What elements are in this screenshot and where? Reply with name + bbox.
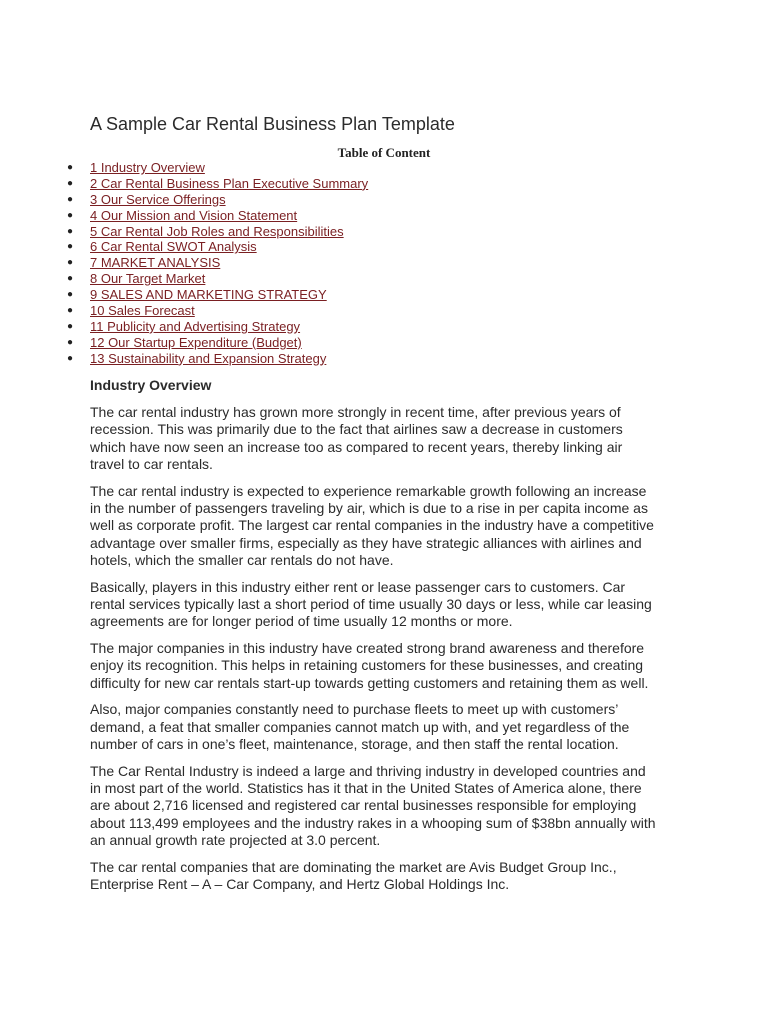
toc-item [67, 271, 368, 287]
text-line: advantage over smaller firms, especially as they have strategic alliances with airlines and [90, 534, 642, 551]
text-line: The car rental companies that are dominating the market are Avis Budget Group Inc., [90, 858, 617, 875]
bullet-icon: ● [67, 320, 74, 332]
bullet-icon: ● [67, 336, 74, 348]
text-line: rental services typically last a short period of time usually 30 days or less, while car leasing [90, 595, 652, 612]
toc-link-market-analysis[interactable]: 7 MARKET ANALYSIS [90, 255, 221, 271]
toc-item [67, 160, 368, 176]
toc-item [67, 207, 368, 224]
text-line: are about 2,716 licensed and registered car rental businesses responsible for employing [90, 797, 637, 814]
text-line: The car rental industry is expected to experience remarkable growth following an increase [90, 482, 647, 499]
toc-link-sales-marketing[interactable]: 9 SALES AND MARKETING STRATEGY [90, 287, 327, 303]
text-line: The major companies in this industry have created strong brand awareness and therefore [90, 640, 645, 657]
text-line: in most part of the world. Statistics has it that in the United States of America alone, there [90, 780, 642, 797]
toc-link-sales-forecast[interactable]: 10 Sales Forecast [90, 303, 195, 319]
paragraph [90, 404, 690, 473]
text-line: demand, a feat that smaller companies cannot match up with, and yet regardless of the [90, 718, 630, 735]
text-line: Basically, players in this industry either rent or lease passenger cars to customers. Car [90, 578, 626, 595]
paragraph [90, 579, 690, 631]
paragraph [90, 859, 690, 894]
bullet-icon: ● [67, 193, 74, 205]
text-line: recession. This was primarily due to the fact that airlines saw a decrease in customers [90, 421, 623, 438]
toc-item [67, 191, 368, 208]
text-line: enjoy its recognition. This helps in retaining customers for these businesses, and creating [90, 657, 644, 674]
section-heading: Industry Overview [90, 377, 212, 393]
toc-link-service-offerings[interactable]: 3 Our Service Offerings [90, 191, 226, 207]
toc-link-swot-analysis[interactable]: 6 Car Rental SWOT Analysis [90, 239, 257, 255]
text-line: number of cars in one’s fleet, maintenance, storage, and then staff the rental location. [90, 736, 619, 753]
text-line: which have now seen an increase too as compared to recent years, thereby linking air [90, 438, 623, 455]
text-line: The Car Rental Industry is indeed a large and thriving industry in developed countries and [90, 762, 646, 779]
paragraph [90, 640, 690, 692]
toc-link-job-roles[interactable]: 5 Car Rental Job Roles and Responsibilities [90, 223, 344, 239]
text-line: difficulty for new car rentals start-up towards getting customers and retaining them as well. [90, 674, 649, 691]
toc-link-sustainability[interactable]: 13 Sustainability and Expansion Strategy [90, 350, 327, 366]
paragraph [90, 701, 690, 753]
document-title: A Sample Car Rental Business Plan Template [90, 114, 455, 134]
toc-heading: Table of Content [337, 145, 431, 160]
toc-item [67, 223, 368, 240]
table-of-contents [67, 160, 369, 367]
toc-item [67, 255, 368, 271]
section-body [90, 404, 690, 903]
toc-item [67, 175, 369, 192]
bullet-icon: ● [67, 305, 74, 317]
text-line: The car rental industry has grown more strongly in recent time, after previous years of [90, 404, 621, 420]
bullet-icon: ● [67, 257, 74, 269]
toc-link-executive-summary[interactable]: 2 Car Rental Business Plan Executive Summary [90, 175, 369, 191]
text-line: agreements are for longer period of time usually 12 months or more. [90, 613, 513, 630]
toc-item [67, 287, 368, 303]
toc-item [67, 350, 368, 367]
text-line: well as corporate profit. The largest car rental companies in the industry have a competitive [90, 517, 654, 534]
toc-item [67, 303, 368, 319]
text-line: hotels, which the smaller car rentals do not have. [90, 551, 394, 568]
bullet-icon: ● [67, 352, 74, 364]
bullet-icon: ● [67, 241, 74, 253]
paragraph [90, 483, 690, 569]
bullet-icon: ● [67, 162, 74, 173]
toc-item [67, 334, 368, 351]
toc-link-startup-budget[interactable]: 12 Our Startup Expenditure (Budget) [90, 334, 302, 350]
toc-item [67, 239, 368, 255]
bullet-icon: ● [67, 225, 74, 237]
text-line: in the number of passengers traveling by air, which is due to a rise in per capita income as [90, 499, 648, 516]
toc-link-publicity[interactable]: 11 Publicity and Advertising Strategy [90, 318, 301, 334]
bullet-icon: ● [67, 177, 74, 189]
toc-link-mission-vision[interactable]: 4 Our Mission and Vision Statement [90, 207, 298, 223]
text-line: an annual growth rate projected at 3.0 percent. [90, 832, 381, 849]
text-line: Also, major companies constantly need to purchase fleets to meet up with customers’ [90, 701, 619, 718]
text-line: travel to car rentals. [90, 455, 213, 472]
text-line: Enterprise Rent – A – Car Company, and Hertz Global Holdings Inc. [90, 876, 510, 893]
bullet-icon: ● [67, 273, 74, 285]
toc-link-target-market[interactable]: 8 Our Target Market [90, 271, 206, 287]
toc-link-industry-overview[interactable]: 1 Industry Overview [90, 160, 205, 175]
paragraph [90, 763, 690, 849]
toc-item [67, 318, 368, 335]
bullet-icon: ● [67, 209, 74, 221]
bullet-icon: ● [67, 289, 74, 301]
text-line: about 113,499 employees and the industry rakes in a whooping sum of $38bn annually with [90, 814, 656, 831]
